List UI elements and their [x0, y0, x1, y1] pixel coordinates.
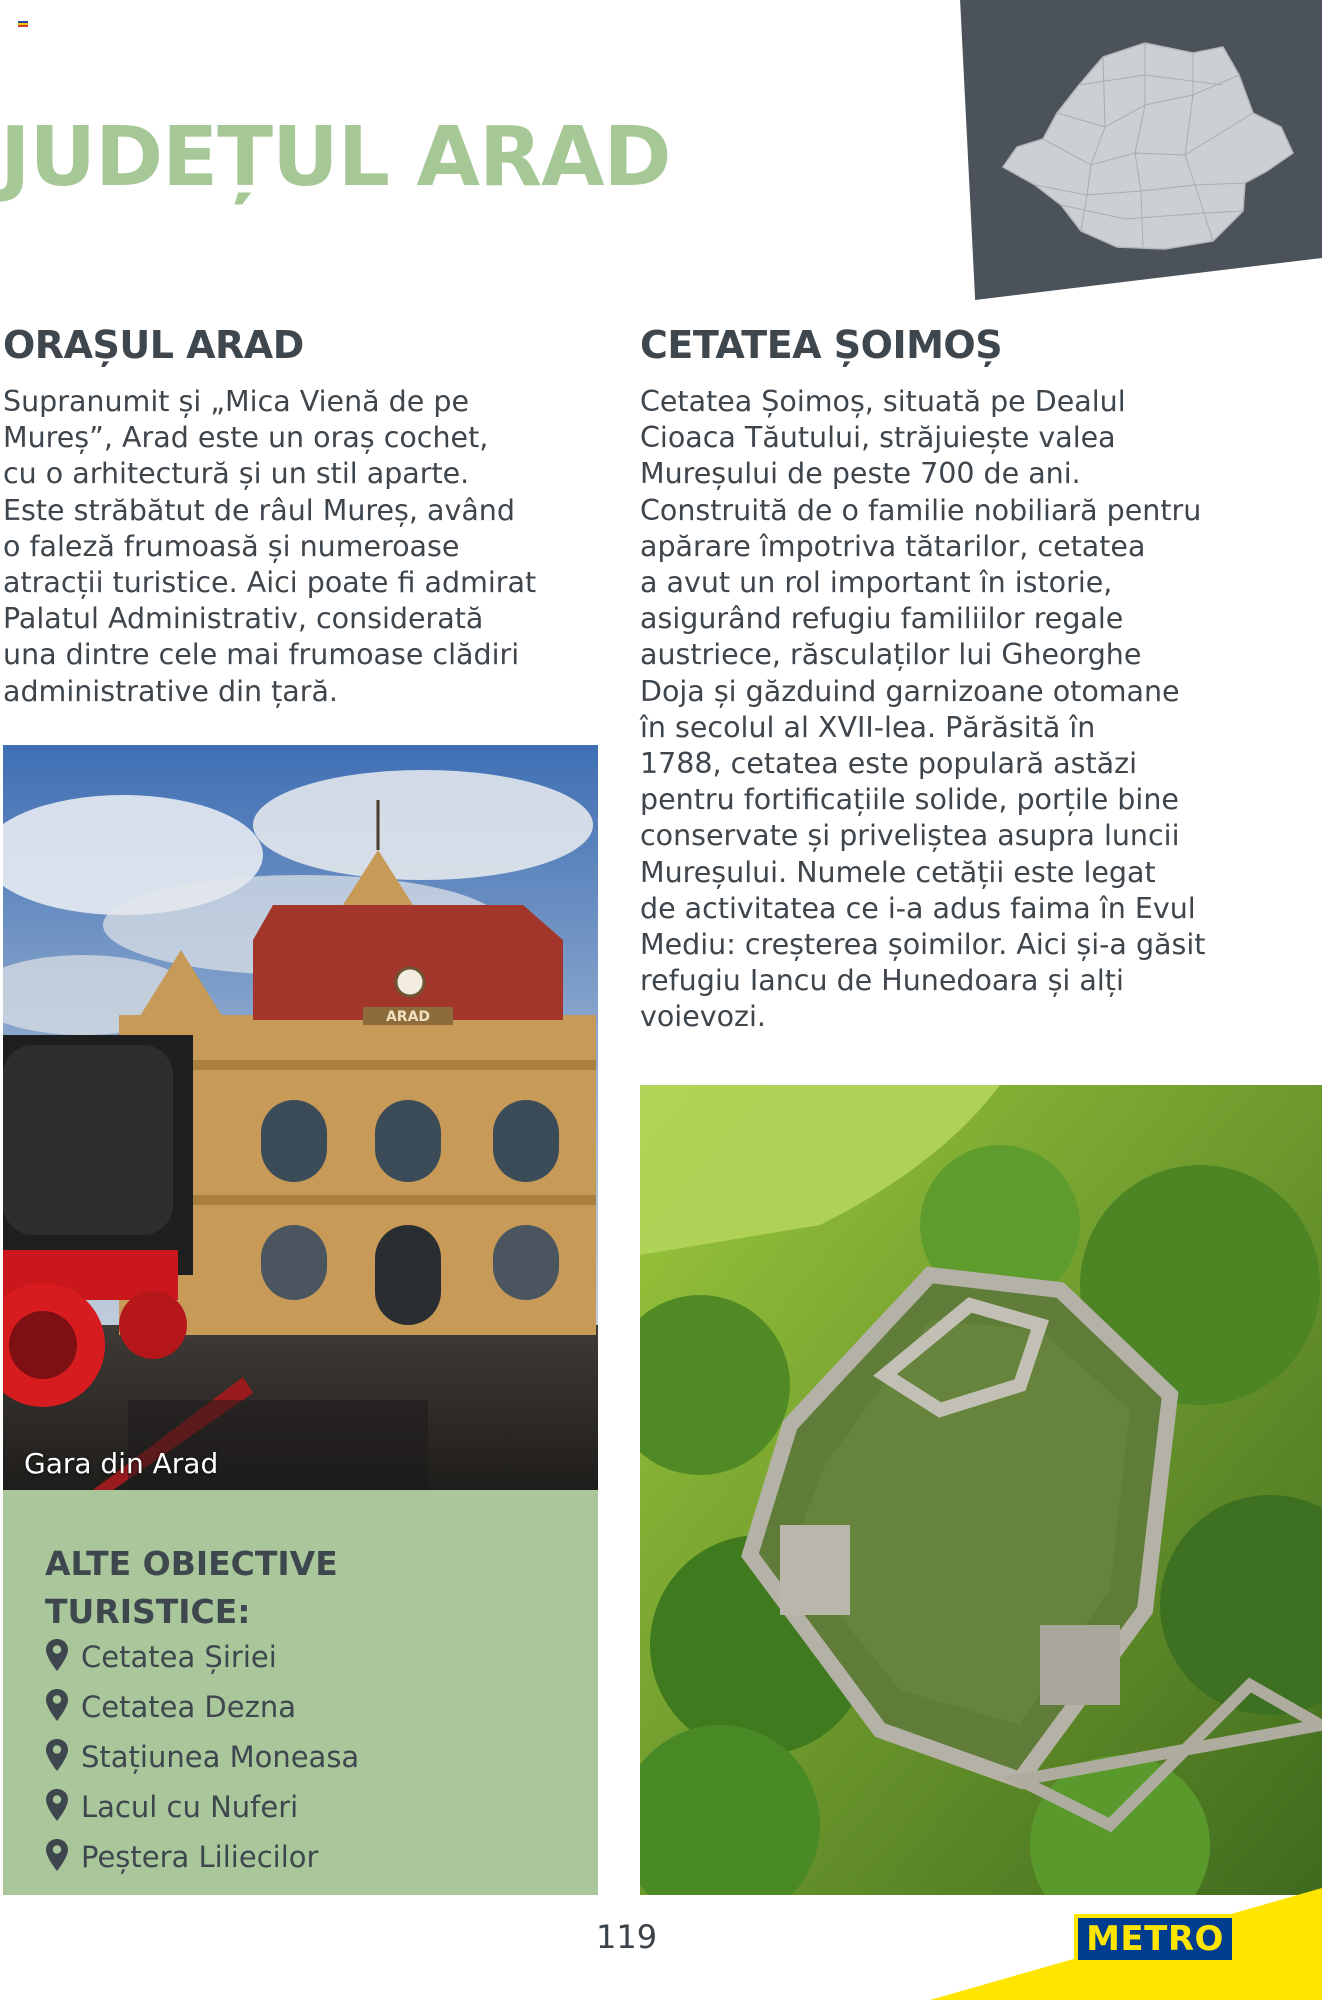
- paragraph-line: asigurând refugiu familiilor regale: [640, 602, 1124, 636]
- paragraph-line: apărare împotriva tătarilor, cetatea: [640, 529, 1146, 563]
- paragraph-line: Este străbătut de râul Mureș, având: [3, 493, 515, 527]
- objective-label: Lacul cu Nuferi: [81, 1790, 299, 1824]
- paragraph-line: una dintre cele mai frumoase clădiri: [3, 638, 520, 672]
- objectives-title: [45, 1540, 338, 1636]
- list-item: [45, 1682, 359, 1732]
- gara-arad-photo: [3, 745, 598, 1490]
- paragraph-line: Construită de o familie nobiliară pentru: [640, 493, 1202, 527]
- paragraph-line: Mureșului de peste 700 de ani.: [640, 457, 1081, 491]
- cetatea-soimos-photo: [640, 1085, 1322, 1895]
- paragraph-line: Palatul Administrativ, considerată: [3, 602, 484, 636]
- list-item: [45, 1782, 359, 1832]
- paragraph-line: 1788, cetatea este populară astăzi: [640, 747, 1138, 781]
- paragraph-line: Mureș”, Arad este un oraș cochet,: [3, 421, 489, 455]
- paragraph-line: Cetatea Șoimoș, situată pe Dealul: [640, 385, 1126, 418]
- paragraph-line: o faleză frumoasă și numeroase: [3, 529, 460, 563]
- list-item: [45, 1632, 359, 1682]
- romania-map-panel: [945, 0, 1322, 300]
- objective-label: Cetatea Șiriei: [81, 1640, 277, 1674]
- page-title: JUDEȚUL ARAD: [0, 110, 671, 205]
- objective-label: Cetatea Dezna: [81, 1690, 296, 1724]
- list-item: [45, 1832, 359, 1882]
- paragraph-line: Mediu: creșterea șoimilor. Aici și-a găsit: [640, 928, 1206, 962]
- station-sign-text: ARAD: [385, 1009, 431, 1025]
- paragraph-line: Supranumit și „Mica Vienă de pe: [3, 385, 469, 418]
- map-pin-icon: [45, 1688, 69, 1722]
- paragraph-line: Mureșului. Numele cetății este legat: [640, 855, 1156, 889]
- metro-logo-text: METRO: [1078, 1918, 1232, 1960]
- objectives-title-line: TURISTICE:: [45, 1592, 251, 1631]
- page-number: 119: [596, 1918, 658, 1956]
- orasul-arad-paragraph: [3, 384, 536, 710]
- list-item: [45, 1732, 359, 1782]
- paragraph-line: conservate și priveliștea asupra luncii: [640, 819, 1180, 853]
- metro-logo: [1074, 1914, 1236, 1964]
- paragraph-line: voievozi.: [640, 1000, 766, 1034]
- paragraph-line: cu o arhitectură și un stil aparte.: [3, 457, 470, 491]
- paragraph-line: administrative din țară.: [3, 674, 338, 708]
- paragraph-line: refugiu Iancu de Hunedoara și alți: [640, 964, 1124, 998]
- paragraph-line: atracții turistice. Aici poate fi admirat: [3, 566, 537, 600]
- map-pin-icon: [45, 1738, 69, 1772]
- flag-icon: [18, 21, 28, 27]
- photo-caption: Gara din Arad: [24, 1447, 219, 1480]
- romania-map-icon: [995, 35, 1295, 265]
- other-objectives-panel: [3, 1490, 598, 1895]
- cetatea-soimos-heading: CETATEA ȘOIMOȘ: [640, 323, 1003, 367]
- cetatea-soimos-paragraph: [640, 384, 1205, 1036]
- paragraph-line: austriece, răsculaților lui Gheorghe: [640, 638, 1142, 672]
- paragraph-line: în secolul al XVII-lea. Părăsită în: [640, 710, 1096, 744]
- orasul-arad-heading: ORAȘUL ARAD: [3, 323, 304, 367]
- paragraph-line: pentru fortificațiile solide, porțile bine: [640, 783, 1179, 817]
- paragraph-line: de activitatea ce i-a adus faima în Evul: [640, 891, 1196, 925]
- map-pin-icon: [45, 1788, 69, 1822]
- objective-label: Peștera Liliecilor: [81, 1840, 319, 1874]
- paragraph-line: Doja și găzduind garnizoane otomane: [640, 674, 1180, 708]
- paragraph-line: a avut un rol important în istorie,: [640, 566, 1113, 600]
- map-pin-icon: [45, 1638, 69, 1672]
- paragraph-line: Cioaca Tăutului, străjuiește valea: [640, 421, 1116, 455]
- map-pin-icon: [45, 1838, 69, 1872]
- objectives-list: [45, 1632, 359, 1882]
- objectives-title-line: ALTE OBIECTIVE: [45, 1544, 338, 1583]
- objective-label: Stațiunea Moneasa: [81, 1740, 360, 1774]
